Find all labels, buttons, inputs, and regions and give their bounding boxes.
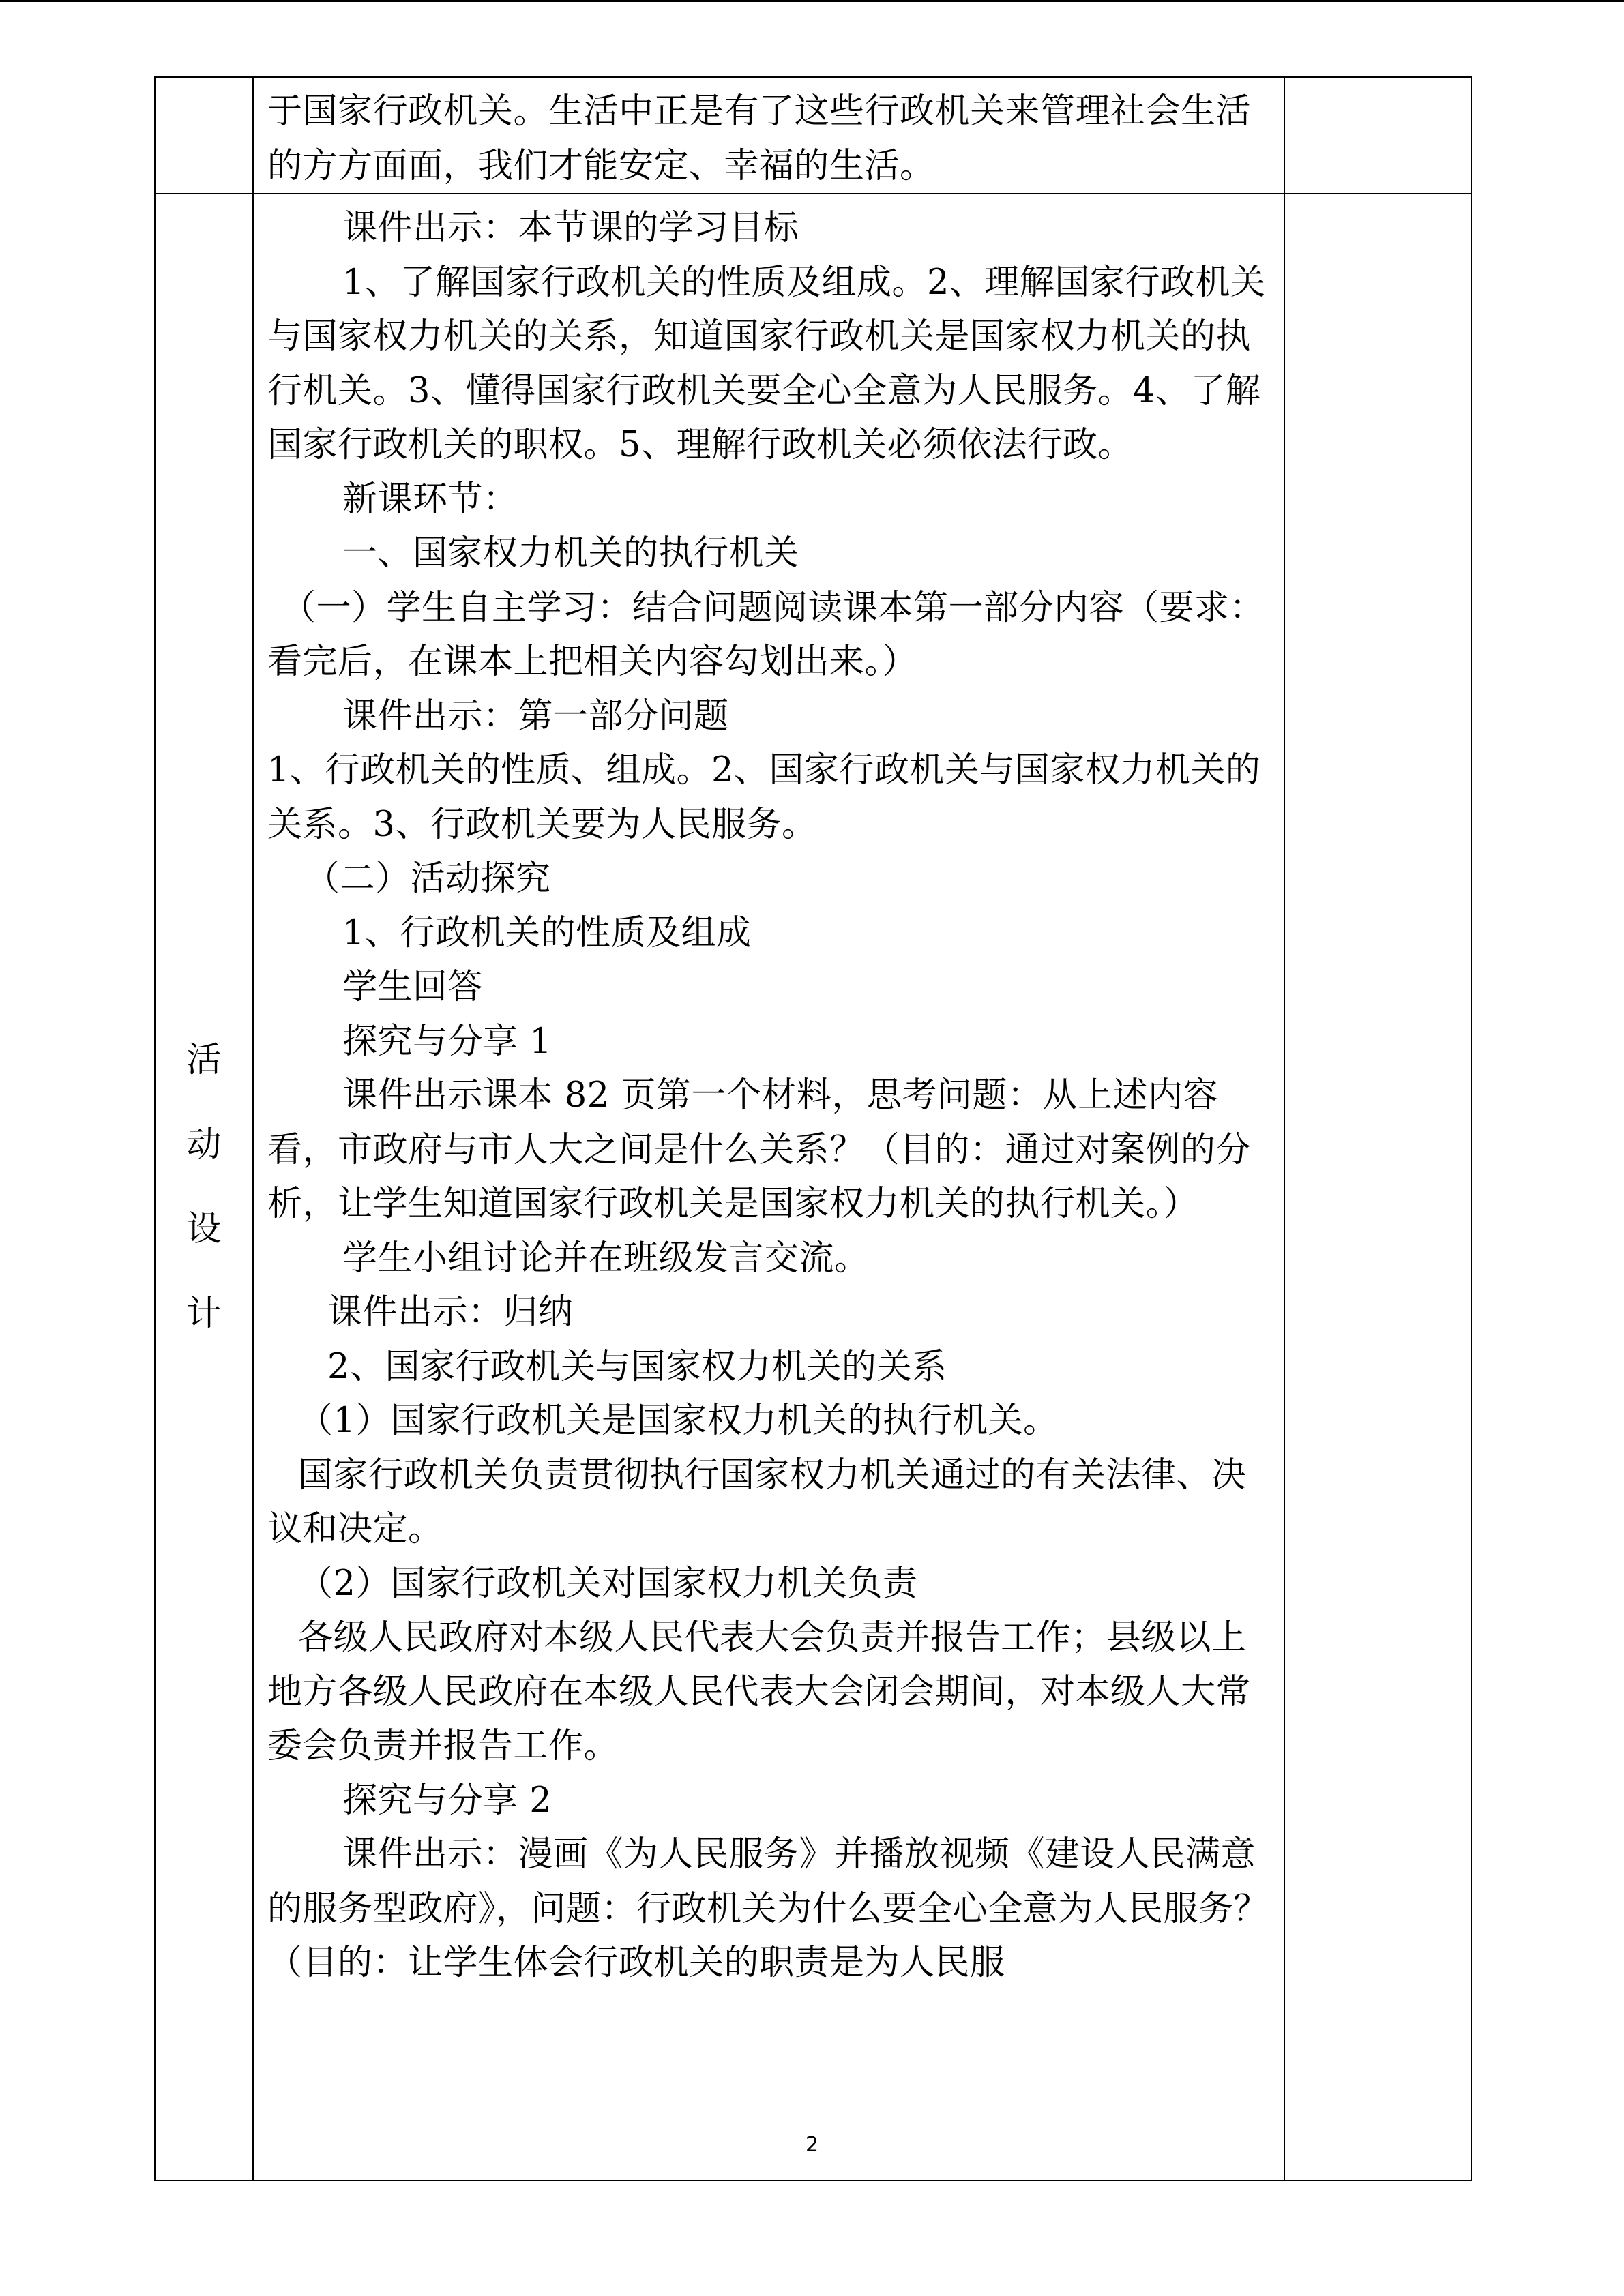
paragraph: 各级人民政府对本级人民代表大会负责并报告工作；县级以上地方各级人民政府在本级人民代表大会闭会期间，对本级人大常委会负责并报告工作。 bbox=[267, 1617, 1252, 1766]
paragraph: 探究与分享 1 bbox=[342, 1021, 552, 1062]
paragraph: 于国家行政机关。生活中正是有了这些行政机关来管理社会生活的方方面面，我们才能安定、幸福的生活。 bbox=[267, 91, 1252, 186]
paragraph: 2、国家行政机关与国家权力机关的关系 bbox=[327, 1346, 947, 1387]
notes-cell bbox=[1284, 77, 1471, 194]
paragraph: （一）学生自主学习：结合问题阅读课本第一部分内容（要求：看完后，在课本上把相关内容勾划出来。） bbox=[267, 587, 1265, 682]
page-number: 2 bbox=[805, 2133, 819, 2157]
content-cell bbox=[253, 77, 1284, 194]
table-row bbox=[155, 77, 1471, 194]
paragraph: 课件出示课本 82 页第一个材料，思考问题：从上述内容看，市政府与市人大之间是什么关系？（目的：通过对案例的分析，让学生知道国家行政机关是国家权力机关的执行机关。） bbox=[267, 1075, 1252, 1224]
paragraph: 新课环节： bbox=[342, 479, 518, 520]
paragraph: 课件出示：第一部分问题 bbox=[342, 696, 729, 736]
paragraph: 1、行政机关的性质、组成。2、国家行政机关与国家权力机关的关系。3、行政机关要为人民服务。 bbox=[267, 750, 1261, 845]
paragraph: （2）国家行政机关对国家权力机关负责 bbox=[298, 1563, 918, 1604]
page-top-rule bbox=[0, 0, 1624, 2]
paragraph: 1、行政机关的性质及组成 bbox=[342, 912, 752, 953]
paragraph: 探究与分享 2 bbox=[342, 1780, 552, 1821]
lesson-plan-table bbox=[154, 76, 1472, 2181]
section-label: 活 动 设 计 bbox=[186, 1040, 222, 1334]
paragraph: 课件出示：本节课的学习目标 bbox=[342, 208, 799, 248]
label-cell-empty bbox=[155, 77, 253, 194]
paragraph: 一、国家权力机关的执行机关 bbox=[342, 533, 799, 573]
paragraph: 课件出示：漫画《为人民服务》并播放视频《建设人民满意的服务型政府》，问题：行政机关为什么要全心全意为人民服务？（目的：让学生体会行政机关的职责是为人民服 bbox=[267, 1834, 1269, 1983]
paragraph: 1、了解国家行政机关的性质及组成。2、理解国家行政机关与国家权力机关的关系，知道国家行政机关是国家权力机关的执行机关。3、懂得国家行政机关要全心全意为人民服务。4、了解国家行政机关的职权。5、理解行政机关必须依法行政。 bbox=[267, 262, 1266, 465]
paragraph: （二）活动探究 bbox=[305, 859, 551, 899]
paragraph: 学生回答 bbox=[342, 967, 484, 1007]
paragraph: 国家行政机关负责贯彻执行国家权力机关通过的有关法律、决议和决定。 bbox=[267, 1455, 1247, 1549]
paragraph: （1）国家行政机关是国家权力机关的执行机关。 bbox=[298, 1401, 1059, 1441]
paragraph: 课件出示：归纳 bbox=[327, 1292, 574, 1332]
notes-cell bbox=[1284, 194, 1471, 2181]
paragraph: 学生小组讨论并在班级发言交流。 bbox=[342, 1238, 870, 1279]
table-row bbox=[155, 194, 1471, 2181]
content-cell bbox=[253, 194, 1284, 2181]
section-label-cell bbox=[155, 194, 253, 2181]
